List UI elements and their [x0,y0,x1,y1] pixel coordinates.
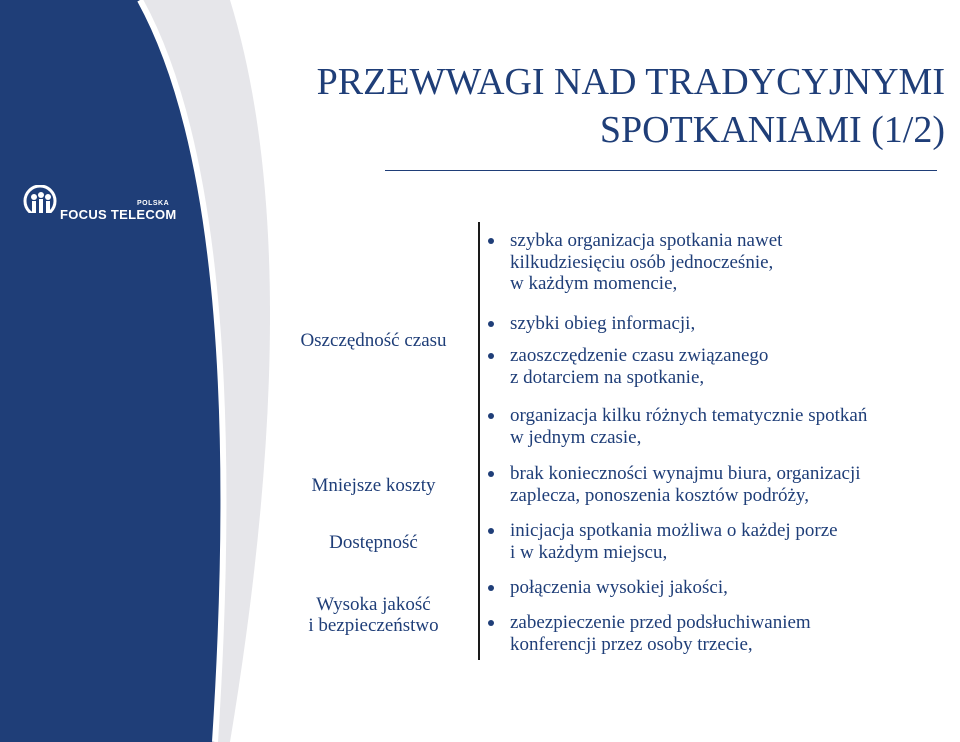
logo-company-name: FOCUS TELECOM [60,207,177,222]
bullet-item [510,405,930,448]
bullet-text-line: połączenia wysokiej jakości, [510,577,728,598]
category-time-savings [276,330,471,351]
bullet-text-line: organizacja kilku różnych tematycznie spotkań [510,405,868,426]
bullet-item [510,345,930,388]
bullet-item [510,520,930,563]
bullet-text-line: zabezpieczenie przed podsłuchiwaniem [510,612,811,633]
bullet-item [510,612,930,655]
bullet-item [510,577,930,599]
category-availability [276,532,471,553]
bullet-dot [488,238,494,244]
bullet-dot [488,413,494,419]
category-label: Oszczędność czasu [300,330,447,351]
bullet-text-line: brak konieczności wynajmu biura, organizacji [510,463,861,484]
bullet-dot [488,353,494,359]
bullet-dot [488,471,494,477]
category-label: Dostępność [329,532,418,553]
bullet-item [510,313,930,335]
page-title [317,58,945,154]
bullet-text-line: w każdym momencie, [510,273,678,294]
category-lower-costs [276,475,471,496]
logo-country-label: POLSKA [137,200,170,207]
bullet-item [510,230,930,295]
bullet-dot [488,585,494,591]
bullet-text-line: konferencji przez osoby trzecie, [510,633,753,655]
bullet-text-line: w jednym czasie, [510,426,642,448]
title-line-2: SPOTKANIAMI (1/2) [599,109,945,151]
bullet-text-line: zaplecza, ponoszenia kosztów podróży, [510,484,809,506]
column-divider [478,222,480,660]
bullet-text-line: i w każdym miejscu, [510,541,668,563]
bullet-dot [488,528,494,534]
category-label: Wysoka jakość [316,594,431,615]
bullet-text-line: zaoszczędzenie czasu związanego [510,345,769,366]
bullet-text-line: kilkudziesięciu osób jednocześnie, [510,251,774,273]
category-quality-security [276,594,471,636]
title-underline [385,170,937,171]
category-label-line-2: i bezpieczeństwo [308,615,439,636]
bullet-text-line: inicjacja spotkania możliwa o każdej porze [510,520,838,541]
bullet-text-line: szybka organizacja spotkania nawet [510,230,783,251]
bullet-text-line: szybki obieg informacji, [510,313,696,334]
title-line-1: PRZEWWAGI NAD TRADYCYJNYMI [316,61,945,103]
category-label: Mniejsze koszty [311,475,436,496]
bullet-dot [488,620,494,626]
bullet-text-line: z dotarciem na spotkanie, [510,366,705,388]
bullet-dot [488,321,494,327]
bullet-item [510,463,930,506]
